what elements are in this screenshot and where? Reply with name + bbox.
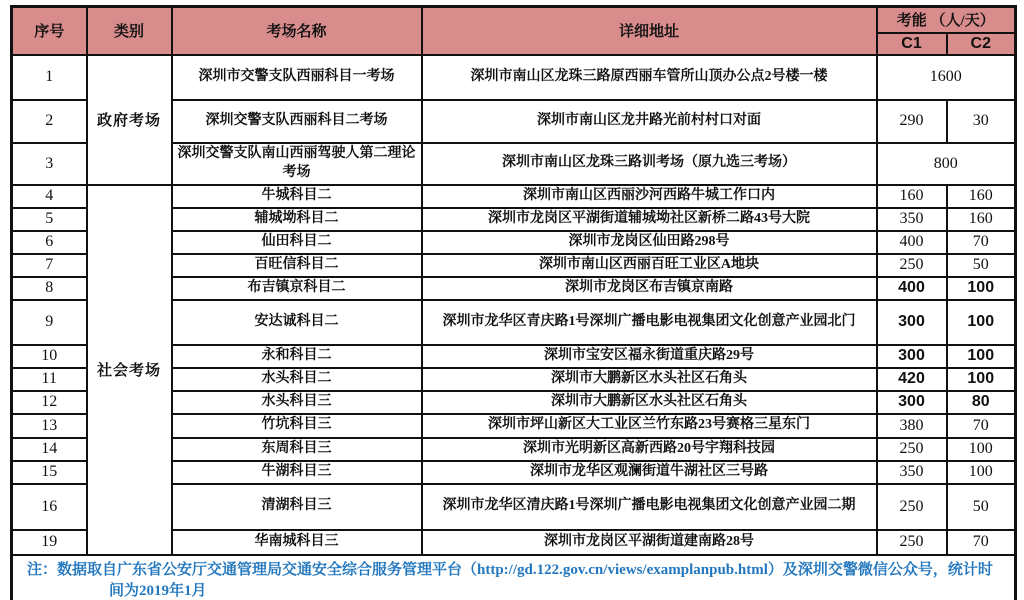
row-number-cell: 10 bbox=[12, 345, 87, 368]
capacity-c2-cell: 30 bbox=[947, 100, 1016, 143]
venue-address-cell: 深圳市龙华区观澜街道牛湖社区三号路 bbox=[422, 461, 877, 484]
venue-name-cell: 深圳市交警支队西丽科目一考场 bbox=[172, 55, 422, 100]
capacity-c1-cell: 250 bbox=[877, 484, 947, 530]
row-number-cell: 15 bbox=[12, 461, 87, 484]
venue-name-cell: 牛城科目二 bbox=[172, 185, 422, 208]
venue-address-cell: 深圳市龙岗区布吉镇京南路 bbox=[422, 277, 877, 300]
row-number-cell: 4 bbox=[12, 185, 87, 208]
venue-name-cell: 深圳交警支队西丽科目二考场 bbox=[172, 100, 422, 143]
row-number-cell: 2 bbox=[12, 100, 87, 143]
table-footer bbox=[12, 555, 1016, 600]
row-number-cell: 12 bbox=[12, 391, 87, 414]
row-number-cell: 19 bbox=[12, 530, 87, 555]
venue-name-cell: 牛湖科目三 bbox=[172, 461, 422, 484]
venue-address-cell: 深圳市大鹏新区水头社区石角头 bbox=[422, 368, 877, 391]
capacity-c2-cell: 50 bbox=[947, 484, 1016, 530]
venue-name-cell: 永和科目二 bbox=[172, 345, 422, 368]
capacity-c1-cell: 400 bbox=[877, 231, 947, 254]
row-number-cell: 6 bbox=[12, 231, 87, 254]
capacity-c2-cell: 70 bbox=[947, 530, 1016, 555]
capacity-c1-cell: 250 bbox=[877, 254, 947, 277]
table-header bbox=[12, 7, 1016, 55]
row-number-cell: 14 bbox=[12, 438, 87, 461]
capacity-c2-cell: 70 bbox=[947, 414, 1016, 438]
capacity-c1-cell: 400 bbox=[877, 277, 947, 300]
footnote-cell bbox=[12, 555, 1016, 600]
venue-name-cell: 水头科目二 bbox=[172, 368, 422, 391]
capacity-c2-cell: 70 bbox=[947, 231, 1016, 254]
capacity-c2-cell: 100 bbox=[947, 461, 1016, 484]
header-col-capacity: 考能 （人/天） bbox=[877, 7, 1016, 33]
venue-address-cell: 深圳市南山区西丽百旺工业区A地块 bbox=[422, 254, 877, 277]
venue-name-cell: 布吉镇京科目二 bbox=[172, 277, 422, 300]
category-cell: 政府考场 bbox=[87, 55, 172, 185]
venue-name-cell: 东周科目三 bbox=[172, 438, 422, 461]
capacity-c1-cell: 160 bbox=[877, 185, 947, 208]
venue-name-cell: 安达诚科目二 bbox=[172, 300, 422, 345]
row-number-cell: 5 bbox=[12, 208, 87, 231]
venue-name-cell: 百旺信科目二 bbox=[172, 254, 422, 277]
header-col-address: 详细地址 bbox=[422, 7, 877, 55]
table-body bbox=[12, 55, 1016, 555]
venue-address-cell: 深圳市龙岗区平湖街道建南路28号 bbox=[422, 530, 877, 555]
capacity-c2-cell: 100 bbox=[947, 438, 1016, 461]
capacity-merged-cell: 800 bbox=[877, 143, 1016, 185]
table-row bbox=[12, 55, 1016, 100]
row-number-cell: 8 bbox=[12, 277, 87, 300]
venue-address-cell: 深圳市龙华区青庆路1号深圳广播电影电视集团文化创意产业园北门 bbox=[422, 300, 877, 345]
venue-name-cell: 深圳交警支队南山西丽驾驶人第二理论考场 bbox=[172, 143, 422, 185]
venue-name-cell: 仙田科目二 bbox=[172, 231, 422, 254]
venue-address-cell: 深圳市南山区龙井路光前村村口对面 bbox=[422, 100, 877, 143]
venue-address-cell: 深圳市南山区西丽沙河西路牛城工作口内 bbox=[422, 185, 877, 208]
capacity-c1-cell: 350 bbox=[877, 208, 947, 231]
header-col-name: 考场名称 bbox=[172, 7, 422, 55]
capacity-c1-cell: 250 bbox=[877, 438, 947, 461]
capacity-c1-cell: 290 bbox=[877, 100, 947, 143]
row-number-cell: 16 bbox=[12, 484, 87, 530]
row-number-cell: 3 bbox=[12, 143, 87, 185]
venue-name-cell: 辅城坳科目二 bbox=[172, 208, 422, 231]
venue-address-cell: 深圳市南山区龙珠三路原西丽车管所山顶办公点2号楼一楼 bbox=[422, 55, 877, 100]
venue-address-cell: 深圳市宝安区福永街道重庆路29号 bbox=[422, 345, 877, 368]
venue-address-cell: 深圳市坪山新区大工业区兰竹东路23号赛格三星东门 bbox=[422, 414, 877, 438]
capacity-c2-cell: 100 bbox=[947, 368, 1016, 391]
header-col-no: 序号 bbox=[12, 7, 87, 55]
venue-name-cell: 华南城科目三 bbox=[172, 530, 422, 555]
capacity-c1-cell: 250 bbox=[877, 530, 947, 555]
venue-name-cell: 清湖科目三 bbox=[172, 484, 422, 530]
capacity-c1-cell: 380 bbox=[877, 414, 947, 438]
capacity-c1-cell: 300 bbox=[877, 391, 947, 414]
capacity-merged-cell: 1600 bbox=[877, 55, 1016, 100]
capacity-c2-cell: 100 bbox=[947, 277, 1016, 300]
exam-venues-table bbox=[10, 5, 1017, 600]
venue-address-cell: 深圳市龙华区清庆路1号深圳广播电影电视集团文化创意产业园二期 bbox=[422, 484, 877, 530]
category-cell: 社会考场 bbox=[87, 185, 172, 555]
row-number-cell: 1 bbox=[12, 55, 87, 100]
venue-name-cell: 水头科目三 bbox=[172, 391, 422, 414]
capacity-c2-cell: 160 bbox=[947, 185, 1016, 208]
capacity-c2-cell: 100 bbox=[947, 345, 1016, 368]
venue-address-cell: 深圳市南山区龙珠三路训考场（原九选三考场） bbox=[422, 143, 877, 185]
row-number-cell: 11 bbox=[12, 368, 87, 391]
header-col-category: 类别 bbox=[87, 7, 172, 55]
row-number-cell: 9 bbox=[12, 300, 87, 345]
venue-address-cell: 深圳市龙岗区平湖街道辅城坳社区新桥二路43号大院 bbox=[422, 208, 877, 231]
capacity-c1-cell: 300 bbox=[877, 300, 947, 345]
row-number-cell: 7 bbox=[12, 254, 87, 277]
capacity-c2-cell: 50 bbox=[947, 254, 1016, 277]
venue-name-cell: 竹坑科目三 bbox=[172, 414, 422, 438]
capacity-c1-cell: 350 bbox=[877, 461, 947, 484]
venue-address-cell: 深圳市光明新区高新西路20号宇翔科技园 bbox=[422, 438, 877, 461]
capacity-c1-cell: 420 bbox=[877, 368, 947, 391]
header-col-c2: C2 bbox=[947, 33, 1016, 55]
capacity-c2-cell: 100 bbox=[947, 300, 1016, 345]
venue-address-cell: 深圳市大鹏新区水头社区石角头 bbox=[422, 391, 877, 414]
capacity-c2-cell: 160 bbox=[947, 208, 1016, 231]
row-number-cell: 13 bbox=[12, 414, 87, 438]
venue-address-cell: 深圳市龙岗区仙田路298号 bbox=[422, 231, 877, 254]
table-row bbox=[12, 185, 1016, 208]
header-col-c1: C1 bbox=[877, 33, 947, 55]
footnote-text: 注：数据取自广东省公安厅交通管理局交通安全综合服务管理平台（http://gd.122.gov.cn/views/examplanpub.html）及深圳交警微信公众号，统计时间为2019年1月 bbox=[27, 561, 993, 600]
capacity-c2-cell: 80 bbox=[947, 391, 1016, 414]
capacity-c1-cell: 300 bbox=[877, 345, 947, 368]
